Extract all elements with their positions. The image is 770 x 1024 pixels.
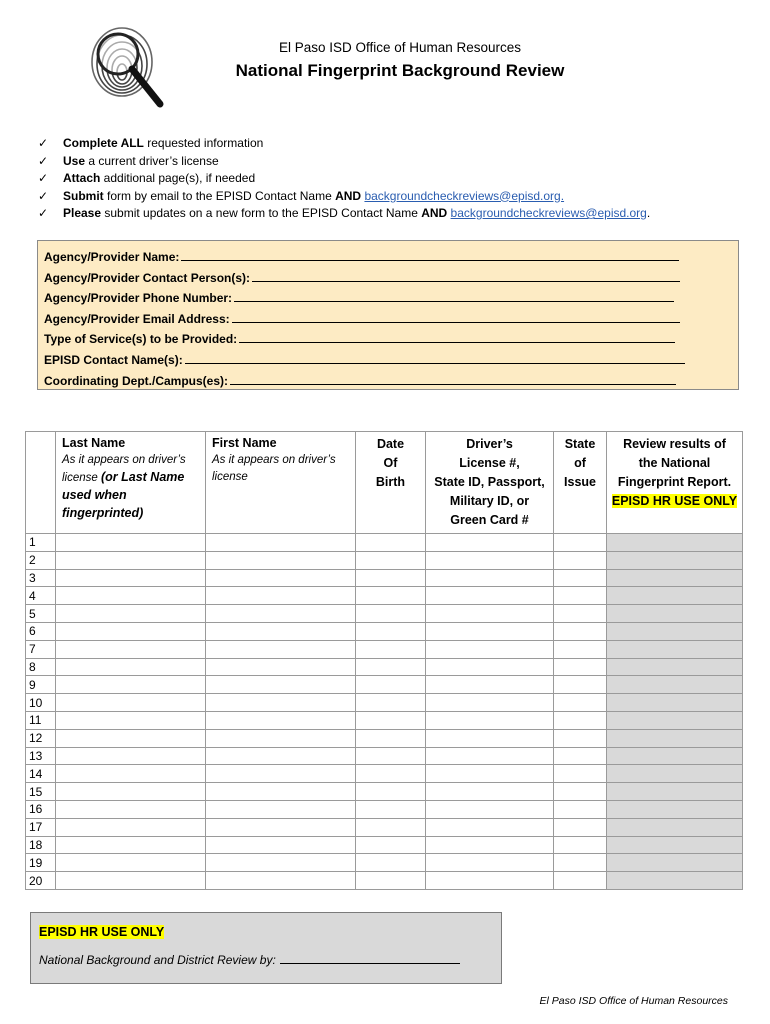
review-results-header: Review results of the National Fingerprint Report. EPISD HR USE ONLY [607, 432, 743, 534]
license-cell[interactable] [426, 605, 554, 623]
dob-cell[interactable] [356, 711, 426, 729]
dob-cell[interactable] [356, 836, 426, 854]
state-of-issue-header: State of Issue [554, 432, 607, 534]
review-cell[interactable] [607, 818, 743, 836]
last-name-cell[interactable] [56, 605, 206, 623]
license-cell[interactable] [426, 694, 554, 712]
review-cell[interactable] [607, 534, 743, 552]
dob-cell[interactable] [356, 640, 426, 658]
state-cell[interactable] [554, 587, 607, 605]
license-cell[interactable] [426, 765, 554, 783]
email-address-input[interactable] [232, 309, 680, 323]
table-row [26, 854, 743, 872]
last-name-cell[interactable] [56, 551, 206, 569]
state-cell[interactable] [554, 622, 607, 640]
license-cell[interactable] [426, 747, 554, 765]
review-cell[interactable] [607, 587, 743, 605]
review-cell[interactable] [607, 605, 743, 623]
last-name-cell[interactable] [56, 729, 206, 747]
last-name-header: Last Name As it appears on driver’s license (or Last Name used when fingerprinted) [56, 432, 206, 534]
contact-person-field: Agency/Provider Contact Person(s): [44, 268, 738, 289]
table-row [26, 551, 743, 569]
table-row [26, 569, 743, 587]
review-cell[interactable] [607, 783, 743, 801]
first-name-cell[interactable] [206, 747, 356, 765]
review-cell[interactable] [607, 747, 743, 765]
first-name-cell[interactable] [206, 854, 356, 872]
checkmark-icon: ✓ [38, 171, 49, 185]
date-of-birth-header: Date Of Birth [356, 432, 426, 534]
review-cell[interactable] [607, 640, 743, 658]
row-number: 17 [26, 818, 56, 836]
state-cell[interactable] [554, 729, 607, 747]
state-cell[interactable] [554, 854, 607, 872]
row-number: 20 [26, 872, 56, 890]
phone-number-input[interactable] [234, 288, 674, 302]
license-cell[interactable] [426, 587, 554, 605]
state-cell[interactable] [554, 551, 607, 569]
review-cell[interactable] [607, 551, 743, 569]
dob-cell[interactable] [356, 800, 426, 818]
row-number: 16 [26, 800, 56, 818]
email-address-field: Agency/Provider Email Address: [44, 309, 738, 330]
email-link[interactable]: backgroundcheckreviews@episd.org [450, 206, 647, 220]
dob-cell[interactable] [356, 765, 426, 783]
table-row [26, 747, 743, 765]
review-cell[interactable] [607, 836, 743, 854]
checklist-item: ✓ Complete ALL requested information [38, 135, 650, 153]
dob-cell[interactable] [356, 551, 426, 569]
table-row [26, 605, 743, 623]
first-name-cell[interactable] [206, 587, 356, 605]
license-cell[interactable] [426, 854, 554, 872]
state-cell[interactable] [554, 836, 607, 854]
row-number: 10 [26, 694, 56, 712]
dob-cell[interactable] [356, 622, 426, 640]
row-number: 2 [26, 551, 56, 569]
contact-person-input[interactable] [252, 268, 680, 282]
license-cell[interactable] [426, 676, 554, 694]
last-name-cell[interactable] [56, 694, 206, 712]
dob-cell[interactable] [356, 694, 426, 712]
license-cell[interactable] [426, 622, 554, 640]
license-cell[interactable] [426, 640, 554, 658]
service-type-field: Type of Service(s) to be Provided: [44, 329, 738, 350]
phone-number-field: Agency/Provider Phone Number: [44, 288, 738, 309]
dob-cell[interactable] [356, 587, 426, 605]
state-cell[interactable] [554, 711, 607, 729]
row-number: 18 [26, 836, 56, 854]
row-number: 13 [26, 747, 56, 765]
checklist-item: ✓ Submit form by email to the EPISD Contact Name AND backgroundcheckreviews@episd.org. [38, 188, 650, 206]
table-row [26, 872, 743, 890]
service-type-input[interactable] [239, 329, 675, 343]
row-number: 4 [26, 587, 56, 605]
license-cell[interactable] [426, 800, 554, 818]
first-name-cell[interactable] [206, 676, 356, 694]
agency-name-input[interactable] [181, 247, 679, 261]
review-cell[interactable] [607, 622, 743, 640]
row-number: 6 [26, 622, 56, 640]
dob-cell[interactable] [356, 658, 426, 676]
license-cell[interactable] [426, 551, 554, 569]
agency-name-field: Agency/Provider Name: [44, 247, 738, 268]
row-number: 8 [26, 658, 56, 676]
dob-cell[interactable] [356, 605, 426, 623]
row-number: 1 [26, 534, 56, 552]
table-row [26, 783, 743, 801]
dob-cell[interactable] [356, 747, 426, 765]
state-cell[interactable] [554, 694, 607, 712]
table-row [26, 836, 743, 854]
license-cell[interactable] [426, 534, 554, 552]
review-cell[interactable] [607, 694, 743, 712]
page-title: National Fingerprint Background Review [235, 61, 565, 80]
state-cell[interactable] [554, 765, 607, 783]
checklist-item: ✓ Please submit updates on a new form to the EPISD Contact Name AND backgroundcheckreviews@episd.org. [38, 205, 650, 223]
table-row [26, 711, 743, 729]
last-name-cell[interactable] [56, 569, 206, 587]
row-number: 3 [26, 569, 56, 587]
first-name-cell[interactable] [206, 765, 356, 783]
state-cell[interactable] [554, 658, 607, 676]
last-name-cell[interactable] [56, 534, 206, 552]
first-name-cell[interactable] [206, 569, 356, 587]
state-cell[interactable] [554, 783, 607, 801]
license-cell[interactable] [426, 818, 554, 836]
table-row [26, 800, 743, 818]
last-name-cell[interactable] [56, 836, 206, 854]
episd-contact-input[interactable] [185, 350, 685, 364]
review-cell[interactable] [607, 658, 743, 676]
dob-cell[interactable] [356, 872, 426, 890]
last-name-cell[interactable] [56, 676, 206, 694]
state-cell[interactable] [554, 569, 607, 587]
checkmark-icon: ✓ [38, 188, 49, 203]
dob-cell[interactable] [356, 676, 426, 694]
last-name-cell[interactable] [56, 818, 206, 836]
first-name-cell[interactable] [206, 818, 356, 836]
state-cell[interactable] [554, 534, 607, 552]
first-name-cell[interactable] [206, 800, 356, 818]
state-cell[interactable] [554, 747, 607, 765]
last-name-cell[interactable] [56, 800, 206, 818]
last-name-cell[interactable] [56, 854, 206, 872]
last-name-cell[interactable] [56, 765, 206, 783]
row-number: 14 [26, 765, 56, 783]
license-cell[interactable] [426, 836, 554, 854]
review-cell[interactable] [607, 676, 743, 694]
campus-input[interactable] [230, 371, 676, 385]
table-row [26, 729, 743, 747]
row-number: 5 [26, 605, 56, 623]
row-number: 11 [26, 711, 56, 729]
checkmark-icon: ✓ [38, 136, 49, 150]
license-cell[interactable] [426, 872, 554, 890]
review-cell[interactable] [607, 854, 743, 872]
dob-cell[interactable] [356, 534, 426, 552]
first-name-cell[interactable] [206, 711, 356, 729]
table-row [26, 676, 743, 694]
dob-cell[interactable] [356, 854, 426, 872]
row-number: 15 [26, 783, 56, 801]
hr-use-only-box [30, 912, 502, 984]
review-cell[interactable] [607, 569, 743, 587]
first-name-cell[interactable] [206, 729, 356, 747]
first-name-cell[interactable] [206, 622, 356, 640]
table-row [26, 694, 743, 712]
review-cell[interactable] [607, 729, 743, 747]
state-cell[interactable] [554, 605, 607, 623]
table-row [26, 765, 743, 783]
review-cell[interactable] [607, 711, 743, 729]
campus-field: Coordinating Dept./Campus(es): [44, 371, 738, 392]
table-row [26, 658, 743, 676]
email-link[interactable]: backgroundcheckreviews@episd.org. [364, 188, 565, 203]
row-number: 9 [26, 676, 56, 694]
district-review-field: National Background and District Review by: [39, 951, 460, 967]
first-name-cell[interactable] [206, 640, 356, 658]
reviewer-input[interactable] [280, 951, 460, 964]
first-name-cell[interactable] [206, 605, 356, 623]
first-name-cell[interactable] [206, 534, 356, 552]
license-cell[interactable] [426, 658, 554, 676]
last-name-cell[interactable] [56, 783, 206, 801]
instructions-checklist [38, 135, 650, 223]
table-row [26, 587, 743, 605]
license-header: Driver’s License #, State ID, Passport, Military ID, or Green Card # [426, 432, 554, 534]
review-cell[interactable] [607, 872, 743, 890]
table-row [26, 534, 743, 552]
dob-cell[interactable] [356, 569, 426, 587]
first-name-cell[interactable] [206, 836, 356, 854]
hr-use-only-label: EPISD HR USE ONLY [611, 494, 738, 508]
state-cell[interactable] [554, 872, 607, 890]
first-name-cell[interactable] [206, 551, 356, 569]
table-row [26, 818, 743, 836]
checklist-item: ✓ Attach additional page(s), if needed [38, 170, 650, 188]
organization-name: El Paso ISD Office of Human Resources [278, 40, 522, 55]
last-name-cell[interactable] [56, 640, 206, 658]
row-number-header [26, 432, 56, 534]
hr-box-title: EPISD HR USE ONLY [39, 925, 165, 939]
last-name-cell[interactable] [56, 747, 206, 765]
row-number: 7 [26, 640, 56, 658]
table-row [26, 640, 743, 658]
last-name-cell[interactable] [56, 711, 206, 729]
dob-cell[interactable] [356, 783, 426, 801]
review-cell[interactable] [607, 765, 743, 783]
state-cell[interactable] [554, 800, 607, 818]
checkmark-icon: ✓ [38, 206, 49, 220]
table-row [26, 622, 743, 640]
checkmark-icon: ✓ [38, 153, 49, 168]
state-cell[interactable] [554, 640, 607, 658]
last-name-cell[interactable] [56, 658, 206, 676]
last-name-cell[interactable] [56, 872, 206, 890]
first-name-cell[interactable] [206, 694, 356, 712]
checklist-item: ✓ Use a current driver’s license [38, 153, 650, 171]
review-cell[interactable] [607, 800, 743, 818]
dob-cell[interactable] [356, 818, 426, 836]
state-cell[interactable] [554, 818, 607, 836]
license-cell[interactable] [426, 569, 554, 587]
first-name-cell[interactable] [206, 658, 356, 676]
license-cell[interactable] [426, 711, 554, 729]
first-name-header: First Name As it appears on driver’s license [206, 432, 356, 534]
row-number: 12 [26, 729, 56, 747]
first-name-cell[interactable] [206, 872, 356, 890]
license-cell[interactable] [426, 729, 554, 747]
dob-cell[interactable] [356, 729, 426, 747]
episd-contact-field: EPISD Contact Name(s): [44, 350, 738, 371]
first-name-cell[interactable] [206, 783, 356, 801]
last-name-cell[interactable] [56, 587, 206, 605]
row-number: 19 [26, 854, 56, 872]
last-name-cell[interactable] [56, 622, 206, 640]
license-cell[interactable] [426, 783, 554, 801]
agency-info-box [37, 240, 739, 390]
state-cell[interactable] [554, 676, 607, 694]
footer-text: El Paso ISD Office of Human Resources [539, 995, 728, 1007]
employee-table [25, 431, 743, 890]
